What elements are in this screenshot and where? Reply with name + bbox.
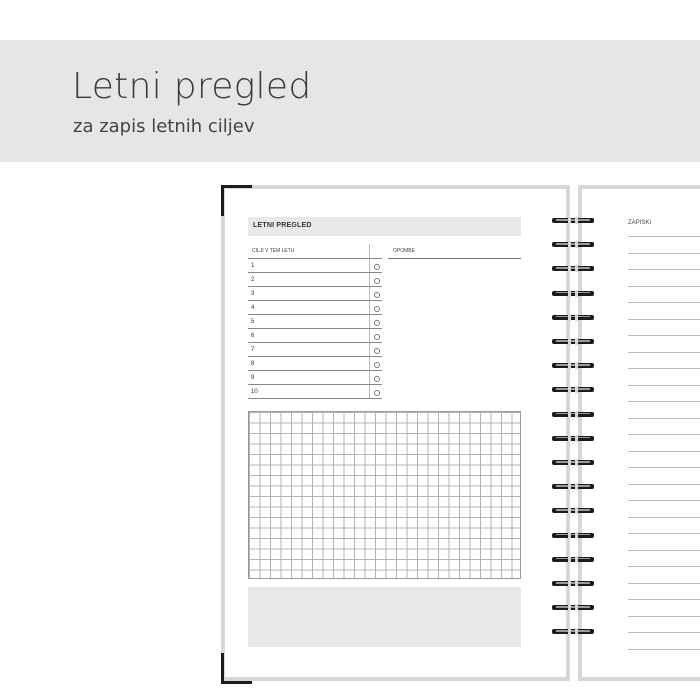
binding-ring [552, 626, 594, 637]
goal-line [248, 286, 382, 287]
goal-line [248, 328, 382, 329]
notebook-right-page [578, 185, 700, 681]
binding-ring [552, 215, 594, 226]
ruled-line [628, 368, 700, 369]
ruled-line [628, 269, 700, 270]
notes-column-label: OPOMBE [393, 248, 415, 254]
goal-checkbox[interactable] [374, 390, 380, 396]
ruled-line [628, 302, 700, 303]
goal-number: 10 [251, 389, 258, 395]
binding-ring [552, 263, 594, 274]
goals-column-label: CILJI V TEM LETU [252, 248, 295, 254]
section-header-title: LETNI PREGLED [253, 222, 312, 229]
goals-header-line [248, 258, 382, 259]
goal-line [248, 272, 382, 273]
ruled-line [628, 253, 700, 254]
ruled-line [628, 451, 700, 452]
ruled-line [628, 335, 700, 336]
binding-ring [552, 505, 594, 516]
goal-number: 3 [251, 291, 255, 297]
ruled-line [628, 566, 700, 567]
goal-line [248, 398, 382, 399]
goal-checkbox[interactable] [374, 292, 380, 298]
ruled-line [628, 401, 700, 402]
goal-number: 6 [251, 333, 255, 339]
binding-ring [552, 409, 594, 420]
ruled-line [628, 286, 700, 287]
binding-ring [552, 360, 594, 371]
goal-number: 7 [251, 347, 255, 353]
goal-checkbox[interactable] [374, 376, 380, 382]
goal-checkbox[interactable] [374, 278, 380, 284]
goal-number: 5 [251, 319, 255, 325]
goal-number: 9 [251, 375, 255, 381]
binding-ring [552, 457, 594, 468]
binding-ring [552, 578, 594, 589]
goal-line [248, 370, 382, 371]
binding-ring [552, 530, 594, 541]
ruled-line [628, 352, 700, 353]
corner-protector-bottom [221, 653, 252, 684]
binding-ring [552, 554, 594, 565]
ruled-line [628, 550, 700, 551]
ruled-line [628, 517, 700, 518]
column-divider [369, 244, 370, 398]
goal-checkbox[interactable] [374, 320, 380, 326]
ruled-line [628, 467, 700, 468]
goal-number: 1 [251, 263, 255, 269]
goal-checkbox[interactable] [374, 264, 380, 270]
banner-title: Letni pregled [72, 66, 312, 107]
goal-line [248, 300, 382, 301]
right-page-title: ZAPISKI [628, 220, 652, 226]
goal-checkbox[interactable] [374, 334, 380, 340]
goal-line [248, 384, 382, 385]
ruled-line [628, 583, 700, 584]
binding-ring [552, 312, 594, 323]
ruled-line [628, 500, 700, 501]
ruled-line [628, 236, 700, 237]
ruled-line [628, 599, 700, 600]
ruled-line [628, 632, 700, 633]
ruled-line [628, 434, 700, 435]
ruled-line [628, 418, 700, 419]
goal-number: 4 [251, 305, 255, 311]
notes-box [248, 587, 521, 647]
binding-ring [552, 384, 594, 395]
goal-number: 8 [251, 361, 255, 367]
goal-checkbox[interactable] [374, 348, 380, 354]
ruled-line [628, 616, 700, 617]
goal-checkbox[interactable] [374, 306, 380, 312]
binding-ring [552, 239, 594, 250]
notes-underline [388, 258, 521, 259]
grid-area [248, 411, 521, 579]
corner-protector-top [221, 185, 252, 216]
goal-line [248, 314, 382, 315]
goal-checkbox[interactable] [374, 362, 380, 368]
ruled-line [628, 484, 700, 485]
binding-ring [552, 288, 594, 299]
goal-number: 2 [251, 277, 255, 283]
banner-subtitle: za zapis letnih ciljev [73, 116, 255, 137]
spiral-binding [552, 215, 594, 655]
ruled-line [628, 533, 700, 534]
ruled-line [628, 649, 700, 650]
goal-line [248, 342, 382, 343]
ruled-line [628, 385, 700, 386]
binding-ring [552, 336, 594, 347]
binding-ring [552, 602, 594, 613]
ruled-line [628, 319, 700, 320]
binding-ring [552, 433, 594, 444]
goal-line [248, 356, 382, 357]
binding-ring [552, 481, 594, 492]
